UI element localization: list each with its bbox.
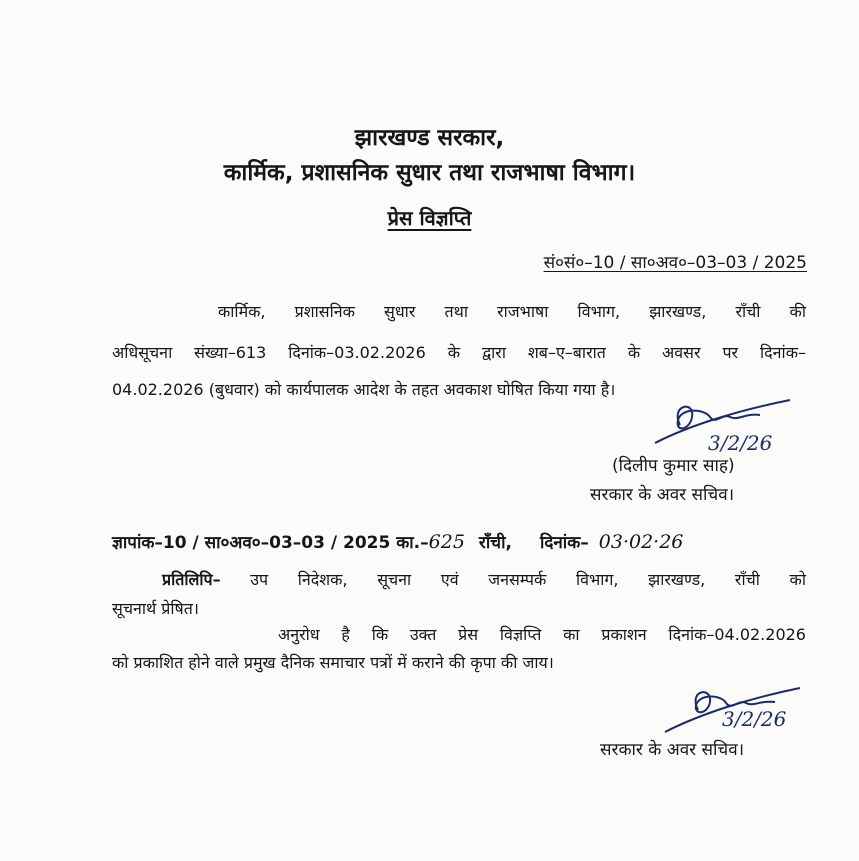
- memo-handwritten-number: 625: [428, 531, 465, 553]
- signature-2-image: [660, 680, 810, 745]
- copy-line-2: सूचनार्थ प्रेषित।: [112, 599, 199, 618]
- body-line-2: अधिसूचना संख्या–613 दिनांक–03.02.2026 के द्वारा शब–ए–बारात के अवसर पर दिनांक–: [112, 343, 806, 362]
- reference-number: सं०सं०–10 / सा०अव०–03–03 / 2025: [543, 253, 807, 273]
- copy-line-3: अनुरोध है कि उक्त प्रेस विज्ञप्ति का प्रकाशन दिनांक–04.02.2026: [278, 625, 806, 644]
- body-line-3: 04.02.2026 (बुधवार) को कार्यपालक आदेश के तहत अवकाश घोषित किया गया है।: [112, 380, 616, 399]
- copy-line-4: को प्रकाशित होने वाले प्रमुख दैनिक समाचार पत्रों में कराने की कृपा की जाय।: [112, 653, 554, 672]
- body-line-1: कार्मिक, प्रशासनिक सुधार तथा राजभाषा विभाग, झारखण्ड, राँची की: [218, 302, 806, 321]
- memo-prefix: ज्ञापांक–10 / सा०अव०–03–03 / 2025 का.–: [112, 533, 429, 553]
- signature-1-image: [650, 395, 800, 455]
- signatory-designation-2: सरकार के अवर सचिव।: [600, 740, 745, 760]
- signatory-designation: सरकार के अवर सचिव।: [590, 485, 735, 505]
- department-name: कार्मिक, प्रशासनिक सुधार तथा राजभाषा विभाग।: [223, 160, 636, 186]
- signature-2-date: 3/2/26: [722, 707, 787, 731]
- memo-line: [112, 530, 683, 553]
- press-release-title: प्रेस विज्ञप्ति: [387, 206, 472, 230]
- copy-line-1: प्रतिलिपि– उप निदेशक, सूचना एवं जनसम्पर्क विभाग, झारखण्ड, राँची को: [162, 570, 806, 589]
- government-name: झारखण्ड सरकार,: [354, 125, 505, 151]
- signature-1-date: 3/2/26: [708, 431, 773, 455]
- memo-handwritten-date: 03·02·26: [598, 531, 684, 553]
- memo-date-label: दिनांक–: [539, 533, 589, 553]
- memo-place: राँची,: [478, 533, 512, 553]
- copy-label: प्रतिलिपि–: [162, 570, 221, 589]
- signatory-name: (दिलीप कुमार साह): [612, 456, 735, 476]
